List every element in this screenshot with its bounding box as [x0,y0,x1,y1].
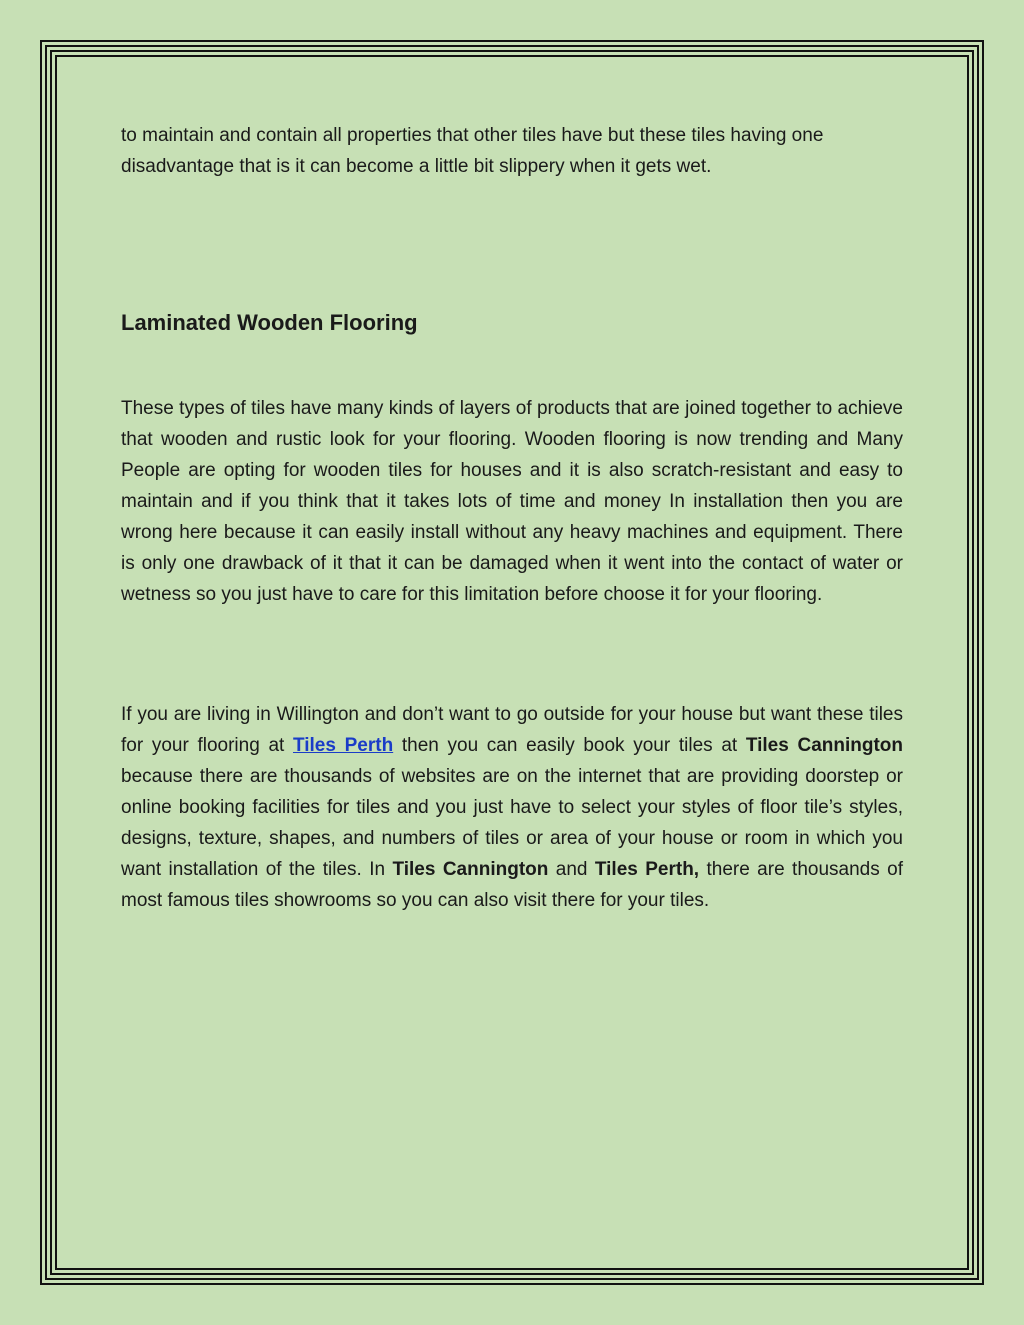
intro-paragraph: to maintain and contain all properties that other tiles have but these tiles having one disadvantage that is it can become a little bit slippery when it gets wet. [121,125,824,177]
paragraph2-text-2: then you can easily book your tiles at [393,735,746,756]
paragraph2-text-3: because there are thousands of websites are on the internet that are providing doorstep or online booking facilities for tiles and you just have to select your styles of floor tile’s styles, designs, texture, shapes, and numbers of tiles or area of your house or room in which you want installation of the tiles. In [121,766,903,880]
page-border-inner-2 [50,50,974,1275]
paragraph2-text-5: there are thousands of most famous tiles showrooms so you can also visit there for your tiles. [121,859,903,911]
paragraph2-text-1: If you are living in Willington and don’t want to go outside for your house but want these tiles for your flooring at [121,704,903,756]
page-border-inner-3 [55,55,969,1270]
paragraph2-text-4: and [548,859,595,880]
section-heading: Laminated Wooden Flooring [121,310,418,335]
tiles-perth-bold: Tiles Perth, [594,859,700,880]
body-paragraph-1: These types of tiles have many kinds of layers of products that are joined together to achieve that wooden and rustic look for your flooring. Wooden flooring is now trending and Many People are opting for wooden tiles for houses and it is also scratch-resistant and easy to maintain and if you think that it takes lots of time and money In installation then you are wrong here because it can easily install without any heavy machines and equipment. There is only one drawback of it that it can be damaged when it went into the contact of water or wetness so you just have to care for this limitation before choose it for your flooring. [121,398,903,605]
tiles-cannington-bold-2: Tiles Cannington [392,859,549,880]
page-border [40,40,984,1285]
document-content [121,120,903,911]
tiles-perth-link[interactable]: Tiles Perth [292,735,394,756]
body-paragraph-2 [121,699,903,916]
tiles-cannington-bold-1: Tiles Cannington [745,735,903,756]
page-border-inner-1 [45,45,979,1280]
